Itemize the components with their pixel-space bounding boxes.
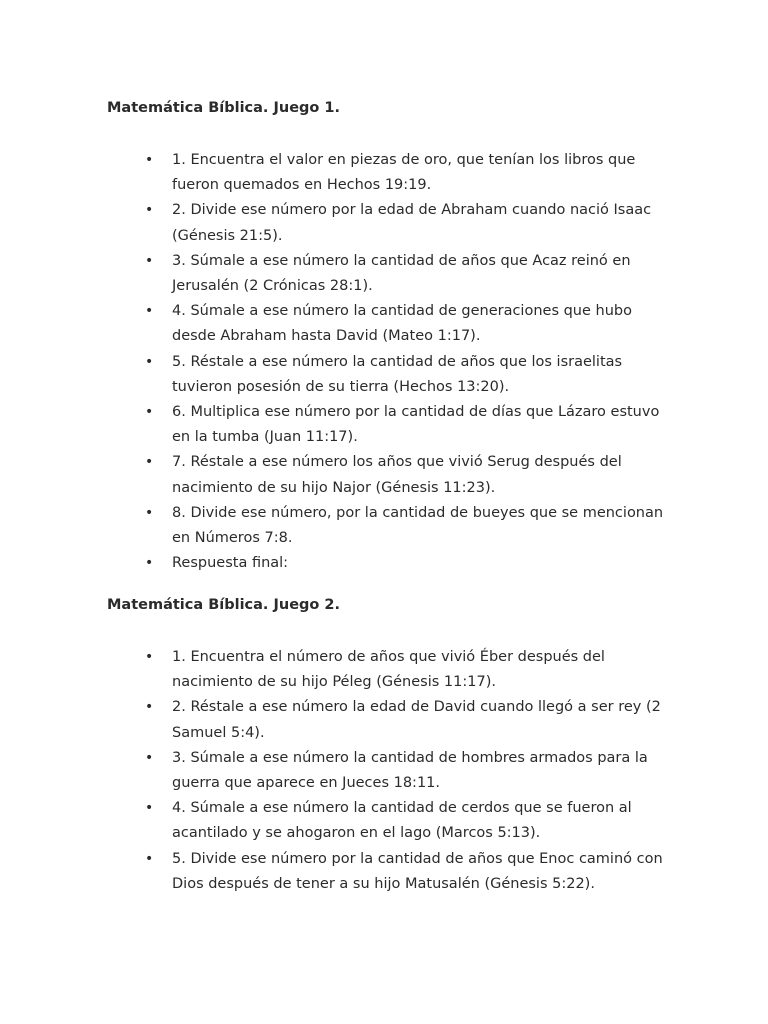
list-item <box>0 350 672 400</box>
bullet-icon: • <box>145 454 154 471</box>
bullet-icon: • <box>145 555 154 572</box>
bullet-icon: • <box>145 800 154 817</box>
list-item-text: 6. Multiplica ese número por la cantidad de días que Lázaro estuvo en la tumba (Juan 11:17). <box>172 404 660 446</box>
list-item-text: 4. Súmale a ese número la cantidad de generaciones que hubo desde Abraham hasta David (Mateo 1:17). <box>172 303 632 345</box>
list-item <box>0 695 672 745</box>
list-item-text: 4. Súmale a ese número la cantidad de cerdos que se fueron al acantilado y se ahogaron en el lago (Marcos 5:13). <box>172 800 632 842</box>
bullet-icon: • <box>145 252 154 269</box>
bullet-icon: • <box>145 404 154 421</box>
list-item <box>0 198 672 248</box>
list-item <box>0 450 672 500</box>
bullet-icon: • <box>145 202 154 219</box>
final-answer-item <box>0 551 672 576</box>
bullet-icon: • <box>145 699 154 716</box>
list-item-text: 2. Divide ese número por la edad de Abraham cuando nació Isaac (Génesis 21:5). <box>172 202 652 244</box>
list-item-text: 3. Súmale a ese número la cantidad de años que Acaz reinó en Jerusalén (2 Crónicas 28:1). <box>172 252 631 295</box>
list-item <box>0 645 672 695</box>
game-2-title: Matemática Bíblica. Juego 2. <box>107 597 341 613</box>
list-item <box>0 847 672 897</box>
list-item-text: 7. Réstale a ese número los años que vivió Serug después del nacimiento de su hijo Najor (Génesis 11:23). <box>172 454 622 496</box>
game-2-list <box>0 645 768 897</box>
list-item-text: 5. Réstale a ese número la cantidad de años que los israelitas tuvieron posesión de su tierra (Hechos 13:20). <box>172 353 623 395</box>
list-item <box>0 400 672 450</box>
list-item-text: 1. Encuentra el número de años que vivió Éber después del nacimiento de su hijo Péleg (Génesis 11:17). <box>172 649 605 691</box>
list-item-text: 3. Súmale a ese número la cantidad de hombres armados para la guerra que aparece en Jueces 18:11. <box>172 749 648 792</box>
bullet-icon: • <box>145 850 154 867</box>
list-item-text: 5. Divide ese número por la cantidad de años que Enoc caminó con Dios después de tener a su hijo Matusalén (Génesis 5:22). <box>172 850 663 892</box>
list-item <box>0 796 672 846</box>
list-item-text: Respuesta final: <box>172 555 289 572</box>
bullet-icon: • <box>145 749 154 766</box>
bullet-icon: • <box>145 353 154 370</box>
bullet-icon: • <box>145 649 154 665</box>
list-item <box>0 746 672 796</box>
list-item <box>0 299 672 349</box>
list-item <box>0 501 672 551</box>
bullet-icon: • <box>145 504 154 521</box>
bullet-icon: • <box>145 152 154 168</box>
list-item-text: 8. Divide ese número, por la cantidad de bueyes que se mencionan en Números 7:8. <box>172 504 664 547</box>
game-1-title: Matemática Bíblica. Juego 1. <box>107 100 341 116</box>
list-item <box>0 148 672 198</box>
list-item-text: 1. Encuentra el valor en piezas de oro, que tenían los libros que fueron quemados en Hechos 19:19. <box>172 152 636 194</box>
bullet-icon: • <box>145 303 154 320</box>
game-1-list <box>0 148 768 576</box>
list-item <box>0 249 672 299</box>
list-item-text: 2. Réstale a ese número la edad de David cuando llegó a ser rey (2 Samuel 5:4). <box>172 699 661 741</box>
